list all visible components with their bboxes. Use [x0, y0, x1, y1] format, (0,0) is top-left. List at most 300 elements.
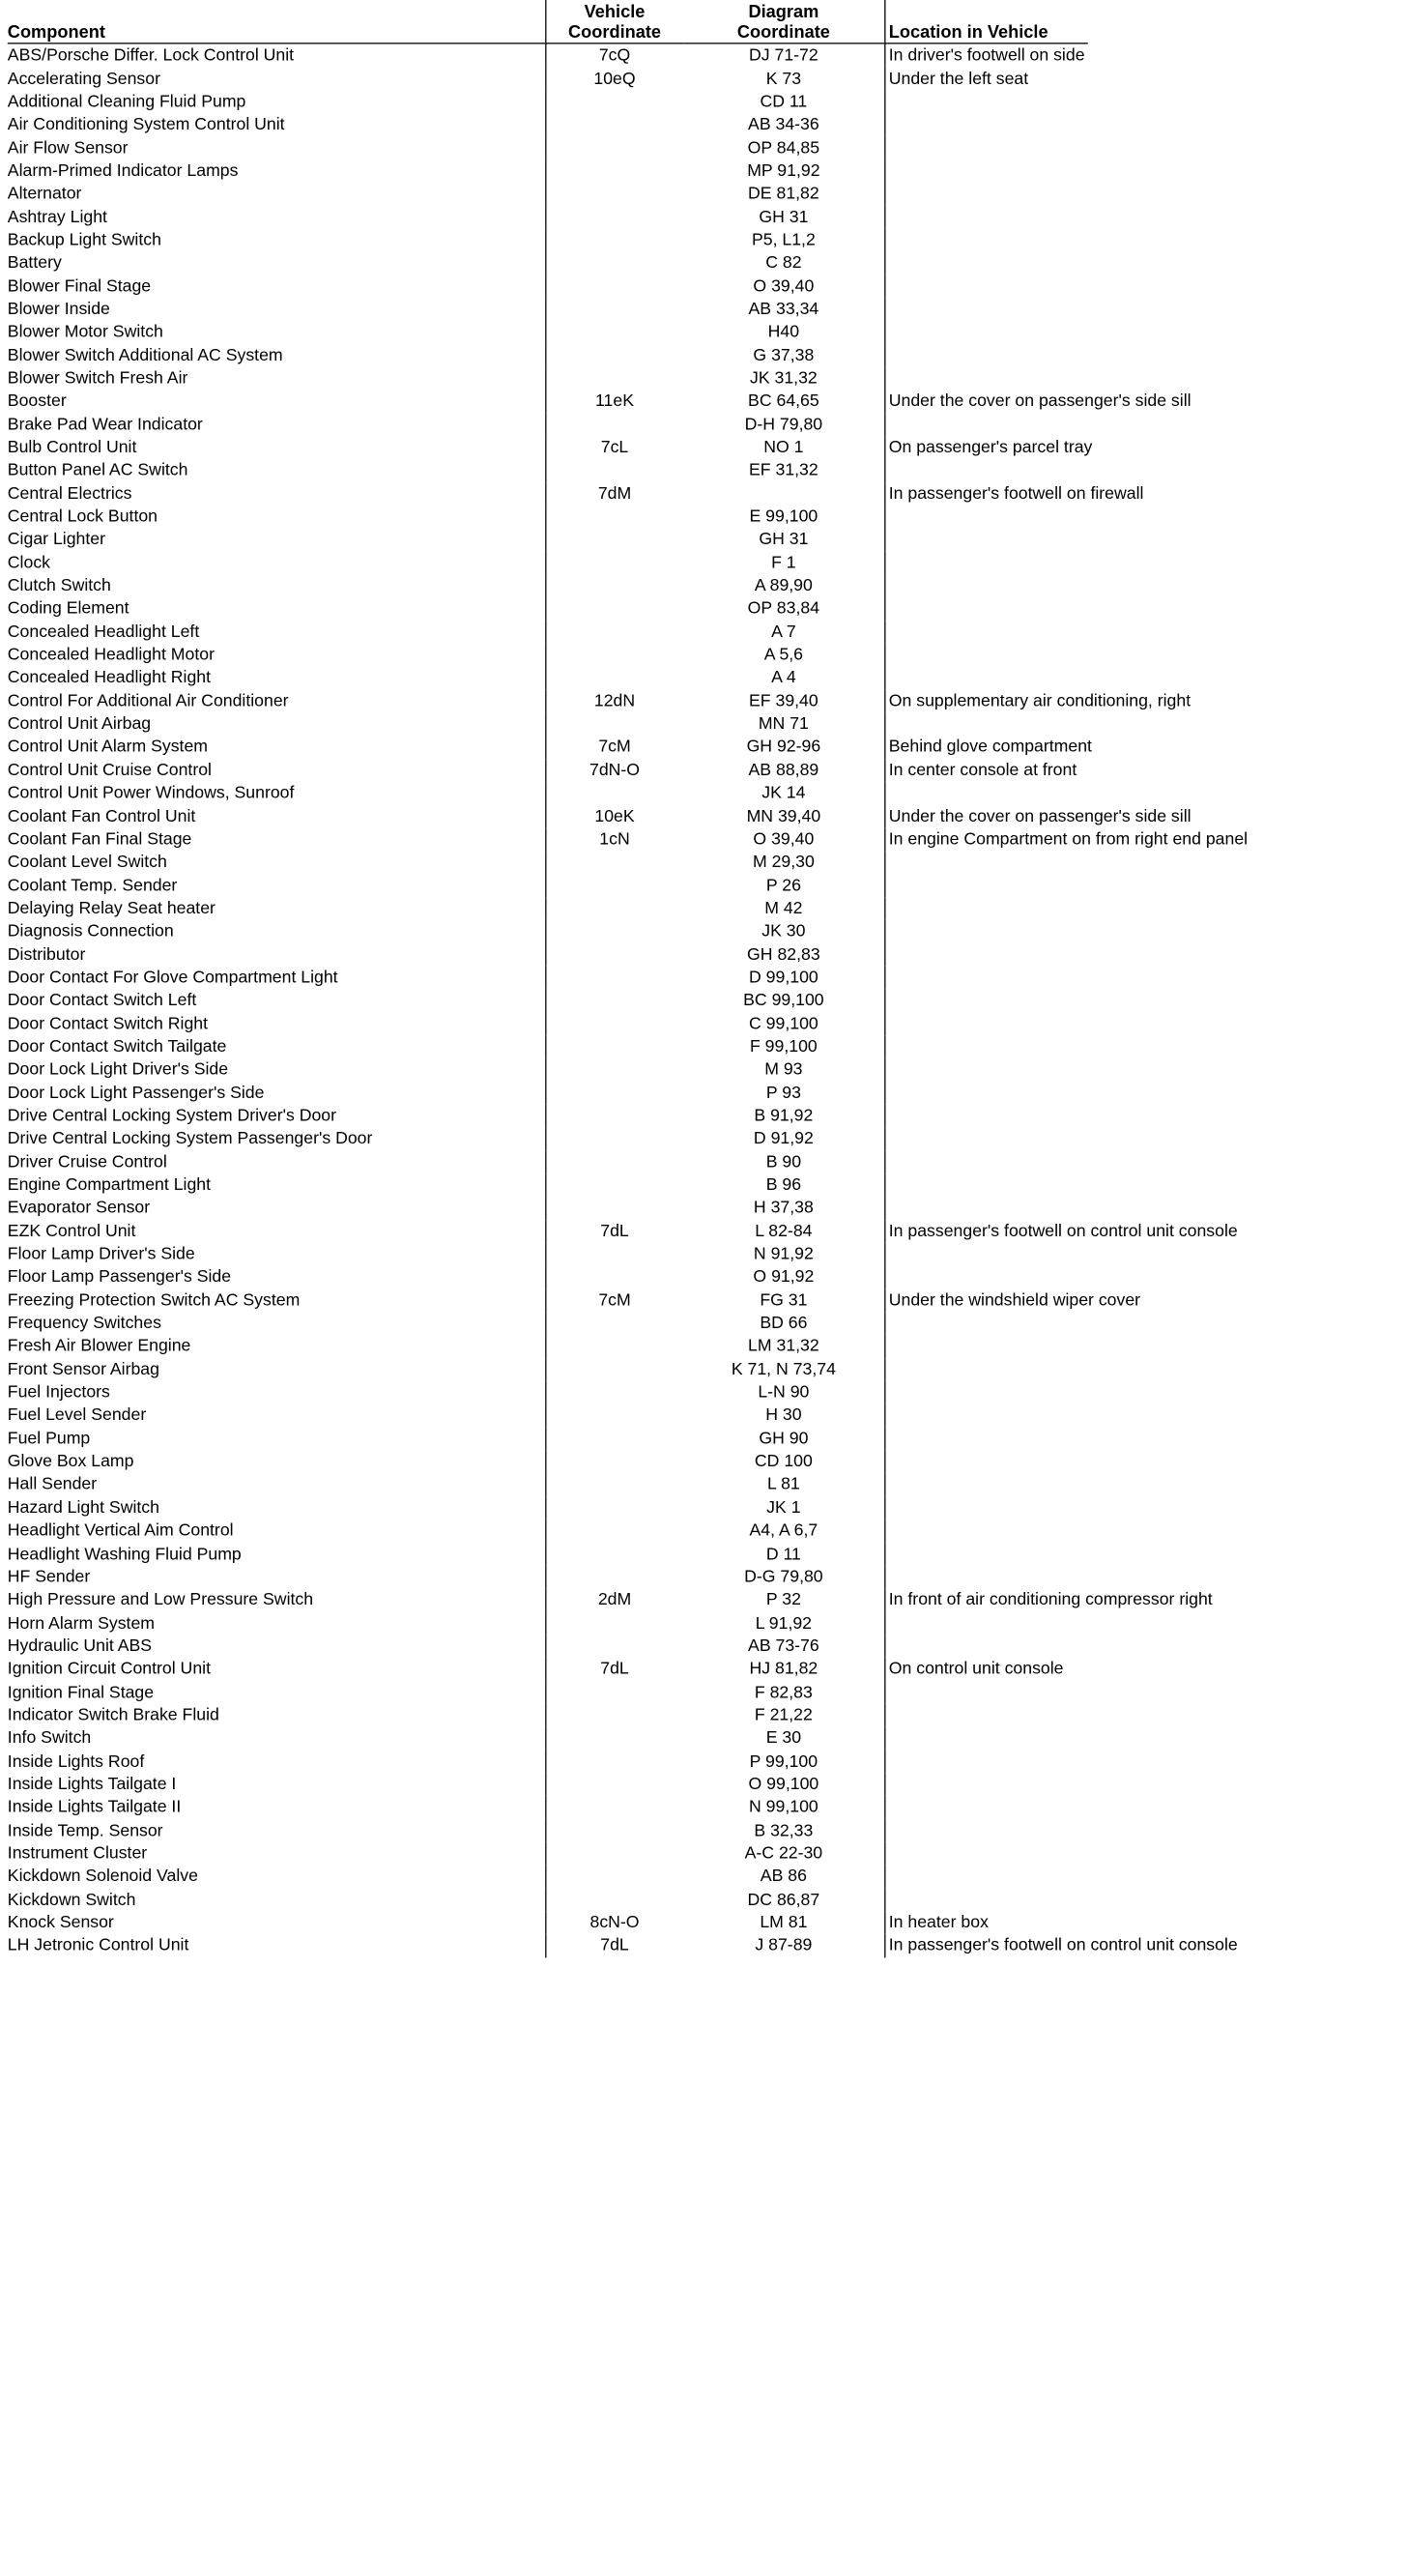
cell-component: Ignition Final Stage: [7, 1682, 155, 1701]
cell-diagram-coordinate: JK 1: [766, 1497, 801, 1517]
cell-location: [884, 1888, 1088, 1911]
cell-location: [884, 1173, 1088, 1197]
cell-location: [884, 897, 1088, 920]
cell-location: [884, 505, 1088, 528]
cell-diagram-coordinate: GH 82,83: [747, 944, 820, 964]
table-row: [8, 574, 1088, 597]
cell-location: [884, 1082, 1088, 1105]
cell-vehicle-coordinate: 10eQ: [545, 67, 683, 90]
cell-component: Drive Central Locking System Passenger's Door: [7, 1128, 373, 1148]
cell-diagram-coordinate: M 29,30: [752, 852, 815, 872]
cell-vehicle-coordinate: [545, 1035, 683, 1058]
table-row: [8, 1934, 1088, 1957]
cell-component: Diagnosis Connection: [7, 921, 174, 941]
cell-component: Inside Lights Tailgate II: [7, 1797, 182, 1816]
cell-vehicle-coordinate: [545, 874, 683, 897]
cell-location: [884, 321, 1088, 344]
cell-vehicle-coordinate: [545, 113, 683, 136]
cell-diagram-coordinate: D-H 79,80: [744, 414, 823, 434]
cell-vehicle-coordinate: [545, 1150, 683, 1173]
table-row: [8, 159, 1088, 183]
cell-component: Door Contact For Glove Compartment Light: [7, 967, 338, 987]
cell-location: [884, 1750, 1088, 1773]
cell-diagram-coordinate: O 39,40: [753, 275, 815, 295]
cell-location: [884, 1104, 1088, 1127]
cell-location: [884, 90, 1088, 113]
cell-component: High Pressure and Low Pressure Switch: [7, 1589, 314, 1609]
table-row: [8, 1312, 1088, 1335]
cell-diagram-coordinate: G 37,38: [753, 345, 815, 364]
cell-location: In center console at front: [884, 759, 1088, 782]
cell-diagram-coordinate: O 91,92: [753, 1266, 815, 1287]
cell-vehicle-coordinate: [545, 1243, 683, 1266]
header-location: [884, 0, 1088, 43]
cell-component: Kickdown Switch: [7, 1889, 136, 1909]
cell-component: Blower Motor Switch: [7, 322, 163, 341]
cell-diagram-coordinate: P 99,100: [749, 1751, 818, 1771]
cell-component: Inside Lights Tailgate I: [7, 1774, 177, 1794]
cell-diagram-coordinate: GH 31: [759, 529, 809, 549]
cell-diagram-coordinate: GH 90: [759, 1428, 809, 1448]
cell-location: [884, 1012, 1088, 1035]
cell-diagram-coordinate: O 99,100: [748, 1774, 819, 1794]
cell-location: [884, 1520, 1088, 1543]
cell-location: [884, 1681, 1088, 1704]
cell-vehicle-coordinate: 12dN: [545, 689, 683, 712]
cell-location: [884, 989, 1088, 1012]
table-row: [8, 366, 1088, 390]
cell-component: Distributor: [7, 944, 86, 964]
cell-location: [884, 1427, 1088, 1450]
table-row: [8, 736, 1088, 759]
cell-diagram-coordinate: P 93: [765, 1083, 801, 1102]
cell-diagram-coordinate: AB 88,89: [748, 760, 819, 779]
table-row: [8, 136, 1088, 159]
cell-location: [884, 1358, 1088, 1381]
cell-diagram-coordinate: E 99,100: [749, 506, 818, 526]
table-row: [8, 920, 1088, 943]
cell-diagram-coordinate: AB 33,34: [748, 299, 819, 318]
table-row: [8, 528, 1088, 551]
cell-component: Fuel Injectors: [7, 1382, 110, 1402]
cell-location: [884, 874, 1088, 897]
cell-component: Evaporator Sensor: [7, 1198, 151, 1217]
cell-location: In passenger's footwell on firewall: [884, 482, 1088, 506]
cell-component: Air Flow Sensor: [7, 137, 129, 157]
table-row: [8, 1082, 1088, 1105]
cell-component: Concealed Headlight Motor: [7, 645, 215, 664]
cell-vehicle-coordinate: [545, 205, 683, 228]
cell-diagram-coordinate: GH 92-96: [746, 737, 821, 756]
cell-vehicle-coordinate: 8cN-O: [545, 1911, 683, 1934]
table-row: [8, 90, 1088, 113]
table-row: [8, 1796, 1088, 1819]
cell-location: [884, 966, 1088, 989]
cell-vehicle-coordinate: [545, 1058, 683, 1082]
table-row: [8, 113, 1088, 136]
table-row: [8, 989, 1088, 1012]
cell-vehicle-coordinate: [545, 298, 683, 321]
cell-location: [884, 1335, 1088, 1358]
cell-component: Fuel Level Sender: [7, 1404, 147, 1425]
cell-component: Concealed Headlight Left: [7, 622, 200, 641]
cell-diagram-coordinate: [683, 482, 884, 506]
cell-diagram-coordinate: L 82-84: [755, 1221, 813, 1240]
cell-vehicle-coordinate: [545, 1473, 683, 1496]
cell-diagram-coordinate: GH 31: [759, 206, 809, 226]
cell-location: [884, 1565, 1088, 1588]
cell-vehicle-coordinate: [545, 1635, 683, 1658]
cell-component: Brake Pad Wear Indicator: [7, 414, 203, 434]
table-row: [8, 298, 1088, 321]
cell-diagram-coordinate: MN 71: [758, 713, 809, 734]
cell-component: Coolant Fan Control Unit: [7, 805, 196, 825]
cell-component: Alarm-Primed Indicator Lamps: [7, 160, 239, 180]
cell-vehicle-coordinate: 7cM: [545, 736, 683, 759]
cell-vehicle-coordinate: [545, 344, 683, 367]
header-location-label: Location in Vehicle: [888, 21, 1048, 42]
cell-component: Inside Temp. Sensor: [7, 1820, 163, 1839]
cell-vehicle-coordinate: [545, 159, 683, 183]
cell-vehicle-coordinate: [545, 413, 683, 436]
cell-vehicle-coordinate: [545, 275, 683, 298]
cell-location: [884, 1703, 1088, 1726]
table-row: [8, 1565, 1088, 1588]
table-row: [8, 228, 1088, 251]
cell-component: Headlight Vertical Aim Control: [7, 1520, 234, 1540]
cell-vehicle-coordinate: 1cN: [545, 827, 683, 851]
cell-vehicle-coordinate: [545, 1496, 683, 1520]
table-row: [8, 1496, 1088, 1520]
cell-location: [884, 459, 1088, 482]
cell-vehicle-coordinate: 7dM: [545, 482, 683, 506]
cell-component: Booster: [7, 391, 67, 411]
cell-location: [884, 275, 1088, 298]
cell-vehicle-coordinate: [545, 1265, 683, 1288]
cell-location: [884, 366, 1088, 390]
table-row: [8, 782, 1088, 805]
cell-location: [884, 1150, 1088, 1173]
cell-location: [884, 344, 1088, 367]
cell-vehicle-coordinate: [545, 1450, 683, 1473]
cell-vehicle-coordinate: [545, 1773, 683, 1796]
cell-vehicle-coordinate: 7dL: [545, 1220, 683, 1243]
cell-diagram-coordinate: K 71, N 73,74: [731, 1359, 836, 1378]
cell-location: On supplementary air conditioning, right: [884, 689, 1088, 712]
cell-vehicle-coordinate: [545, 920, 683, 943]
table-row: [8, 597, 1088, 621]
cell-location: [884, 1312, 1088, 1335]
cell-location: [884, 782, 1088, 805]
cell-component: Blower Switch Additional AC System: [7, 345, 283, 364]
table-row: [8, 43, 1088, 67]
cell-vehicle-coordinate: [545, 1865, 683, 1888]
cell-diagram-coordinate: JK 31,32: [749, 367, 818, 388]
cell-vehicle-coordinate: [545, 1127, 683, 1150]
cell-component: HF Sender: [7, 1566, 91, 1586]
cell-location: [884, 644, 1088, 667]
table-row: [8, 1888, 1088, 1911]
cell-component: Central Lock Button: [7, 506, 158, 526]
table-row: [8, 666, 1088, 689]
cell-vehicle-coordinate: 7cL: [545, 436, 683, 459]
header-vehicle-line1: Vehicle: [584, 1, 646, 22]
cell-location: [884, 1865, 1088, 1888]
cell-diagram-coordinate: O 39,40: [753, 828, 815, 849]
cell-component: Coolant Fan Final Stage: [7, 828, 192, 849]
cell-location: [884, 1773, 1088, 1796]
cell-component: Ashtray Light: [7, 206, 107, 226]
cell-diagram-coordinate: AB 73-76: [748, 1635, 819, 1655]
table-row: [8, 1012, 1088, 1035]
cell-diagram-coordinate: DE 81,82: [748, 184, 819, 203]
cell-diagram-coordinate: L 81: [766, 1474, 800, 1494]
cell-component: Ignition Circuit Control Unit: [7, 1659, 211, 1678]
cell-vehicle-coordinate: [545, 597, 683, 621]
cell-component: Additional Cleaning Fluid Pump: [7, 91, 246, 111]
cell-diagram-coordinate: NO 1: [763, 437, 804, 456]
cell-vehicle-coordinate: [545, 1404, 683, 1427]
cell-diagram-coordinate: CD 11: [760, 91, 808, 111]
cell-component: ABS/Porsche Differ. Lock Control Unit: [7, 45, 295, 65]
header-vehicle: [545, 0, 683, 43]
header-component: [8, 0, 545, 43]
cell-component: Indicator Switch Brake Fluid: [7, 1704, 219, 1724]
cell-vehicle-coordinate: [545, 1312, 683, 1335]
cell-component: Clutch Switch: [7, 575, 111, 595]
table-row: [8, 1381, 1088, 1404]
cell-diagram-coordinate: AB 86: [760, 1866, 807, 1886]
table-row: [8, 644, 1088, 667]
cell-diagram-coordinate: H 37,38: [753, 1198, 814, 1217]
cell-vehicle-coordinate: 7dL: [545, 1658, 683, 1681]
cell-diagram-coordinate: A4, A 6,7: [749, 1520, 818, 1540]
cell-location: In passenger's footwell on control unit console: [884, 1220, 1088, 1243]
cell-location: [884, 1543, 1088, 1566]
table-row: [8, 205, 1088, 228]
cell-diagram-coordinate: J 87-89: [755, 1935, 813, 1954]
cell-vehicle-coordinate: [545, 1888, 683, 1911]
cell-location: In heater box: [884, 1911, 1088, 1934]
cell-vehicle-coordinate: [545, 251, 683, 275]
cell-diagram-coordinate: MP 91,92: [747, 160, 820, 180]
table-row: [8, 1197, 1088, 1220]
table-row: [8, 1265, 1088, 1288]
cell-diagram-coordinate: OP 84,85: [747, 137, 820, 157]
table-row: [8, 275, 1088, 298]
table-row: [8, 1658, 1088, 1681]
table-row: [8, 1773, 1088, 1796]
cell-diagram-coordinate: JK 14: [761, 783, 806, 802]
cell-location: [884, 851, 1088, 874]
table-row: [8, 459, 1088, 482]
cell-location: [884, 1197, 1088, 1220]
cell-component: Control Unit Alarm System: [7, 737, 209, 756]
cell-vehicle-coordinate: [545, 183, 683, 206]
cell-diagram-coordinate: C 82: [765, 252, 802, 273]
cell-component: Drive Central Locking System Driver's Door: [7, 1105, 337, 1125]
cell-vehicle-coordinate: [545, 1104, 683, 1127]
cell-diagram-coordinate: P 32: [765, 1589, 801, 1609]
table-row: [8, 551, 1088, 574]
cell-component: Air Conditioning System Control Unit: [7, 114, 285, 134]
table-row: [8, 804, 1088, 827]
cell-diagram-coordinate: EF 39,40: [749, 690, 818, 710]
table-row: [8, 1335, 1088, 1358]
table-row: [8, 251, 1088, 275]
cell-diagram-coordinate: N 91,92: [753, 1244, 814, 1263]
cell-component: Door Contact Switch Left: [7, 990, 197, 1010]
cell-diagram-coordinate: P 26: [765, 875, 801, 895]
cell-diagram-coordinate: C 99,100: [749, 1013, 818, 1033]
cell-component: Clock: [7, 552, 51, 572]
cell-vehicle-coordinate: [545, 366, 683, 390]
table-row: [8, 505, 1088, 528]
cell-diagram-coordinate: K 73: [765, 68, 802, 88]
table-row: [8, 482, 1088, 506]
table-row: [8, 183, 1088, 206]
cell-component: Fresh Air Blower Engine: [7, 1336, 191, 1355]
cell-location: [884, 183, 1088, 206]
cell-component: Hazard Light Switch: [7, 1497, 159, 1517]
table-row: [8, 413, 1088, 436]
cell-location: [884, 413, 1088, 436]
cell-location: In driver's footwell on side: [884, 43, 1088, 67]
cell-vehicle-coordinate: 7dN-O: [545, 759, 683, 782]
cell-vehicle-coordinate: [545, 1842, 683, 1866]
table-row: [8, 1358, 1088, 1381]
table-header-row: [8, 0, 1088, 43]
table-row: [8, 1058, 1088, 1082]
table-row: [8, 966, 1088, 989]
cell-location: [884, 528, 1088, 551]
cell-location: [884, 1404, 1088, 1427]
cell-location: [884, 943, 1088, 967]
cell-vehicle-coordinate: [545, 1520, 683, 1543]
cell-diagram-coordinate: L 91,92: [755, 1612, 813, 1633]
table-row: [8, 1404, 1088, 1427]
cell-vehicle-coordinate: [545, 989, 683, 1012]
table-row: [8, 1842, 1088, 1866]
cell-component: Battery: [7, 252, 62, 273]
table-row: [8, 621, 1088, 644]
cell-location: [884, 1243, 1088, 1266]
cell-diagram-coordinate: AB 34-36: [748, 114, 819, 134]
table-row: [8, 1473, 1088, 1496]
cell-location: Under the cover on passenger's side sill: [884, 390, 1088, 413]
cell-vehicle-coordinate: [545, 1335, 683, 1358]
cell-vehicle-coordinate: [545, 782, 683, 805]
cell-location: On passenger's parcel tray: [884, 436, 1088, 459]
header-diagram: [683, 0, 884, 43]
table-row: [8, 689, 1088, 712]
cell-diagram-coordinate: H40: [767, 322, 800, 341]
cell-vehicle-coordinate: [545, 1012, 683, 1035]
cell-diagram-coordinate: H 30: [765, 1404, 802, 1425]
cell-diagram-coordinate: M 42: [764, 898, 803, 917]
cell-component: Coding Element: [7, 598, 129, 618]
cell-diagram-coordinate: D 11: [765, 1544, 801, 1563]
cell-component: Driver Cruise Control: [7, 1151, 167, 1172]
table-row: [8, 1220, 1088, 1243]
table-row: [8, 1588, 1088, 1611]
cell-component: Frequency Switches: [7, 1313, 161, 1333]
cell-vehicle-coordinate: [545, 712, 683, 736]
cell-component: Control Unit Cruise Control: [7, 760, 212, 779]
table-row: [8, 1288, 1088, 1312]
cell-diagram-coordinate: F 21,22: [754, 1704, 813, 1724]
cell-diagram-coordinate: A 4: [771, 667, 796, 687]
cell-diagram-coordinate: D-G 79,80: [744, 1566, 823, 1586]
cell-location: [884, 159, 1088, 183]
cell-location: [884, 1265, 1088, 1288]
table-row: [8, 1035, 1088, 1058]
cell-component: Button Panel AC Switch: [7, 460, 188, 479]
cell-location: [884, 666, 1088, 689]
cell-diagram-coordinate: A-C 22-30: [744, 1843, 823, 1863]
table-row: [8, 759, 1088, 782]
cell-vehicle-coordinate: [545, 851, 683, 874]
cell-diagram-coordinate: B 96: [765, 1174, 802, 1195]
table-row: [8, 1750, 1088, 1773]
cell-vehicle-coordinate: [545, 897, 683, 920]
cell-location: Behind glove compartment: [884, 736, 1088, 759]
cell-vehicle-coordinate: [545, 1358, 683, 1381]
cell-component: Glove Box Lamp: [7, 1451, 134, 1471]
cell-location: [884, 1635, 1088, 1658]
table-row: [8, 1911, 1088, 1934]
cell-diagram-coordinate: HJ 81,82: [749, 1659, 818, 1678]
cell-vehicle-coordinate: [545, 228, 683, 251]
cell-diagram-coordinate: B 90: [765, 1151, 802, 1172]
cell-component: Blower Inside: [7, 299, 110, 318]
cell-vehicle-coordinate: [545, 321, 683, 344]
table-row: [8, 1127, 1088, 1150]
header-component-label: Component: [7, 21, 105, 42]
table-body: [7, 43, 1249, 1957]
cell-location: [884, 136, 1088, 159]
cell-component: Control Unit Power Windows, Sunroof: [7, 783, 295, 802]
cell-diagram-coordinate: M 93: [764, 1059, 803, 1079]
table-row: [8, 1450, 1088, 1473]
table-row: [8, 1520, 1088, 1543]
table-row: [8, 1427, 1088, 1450]
cell-vehicle-coordinate: [545, 1543, 683, 1566]
cell-location: Under the left seat: [884, 67, 1088, 90]
cell-diagram-coordinate: EF 31,32: [749, 460, 818, 479]
cell-location: [884, 228, 1088, 251]
table-row: [8, 1150, 1088, 1173]
cell-location: [884, 551, 1088, 574]
cell-component: EZK Control Unit: [7, 1221, 136, 1240]
cell-diagram-coordinate: F 99,100: [749, 1036, 818, 1056]
cell-diagram-coordinate: DC 86,87: [747, 1889, 820, 1909]
cell-vehicle-coordinate: [545, 90, 683, 113]
cell-vehicle-coordinate: [545, 1703, 683, 1726]
table-row: [8, 1243, 1088, 1266]
cell-diagram-coordinate: FG 31: [760, 1289, 808, 1310]
cell-location: [884, 597, 1088, 621]
cell-location: On control unit console: [884, 1658, 1088, 1681]
cell-component: Inside Lights Roof: [7, 1751, 145, 1771]
cell-component: Hydraulic Unit ABS: [7, 1635, 153, 1655]
cell-vehicle-coordinate: [545, 459, 683, 482]
cell-diagram-coordinate: F 1: [771, 552, 796, 572]
cell-component: Blower Final Stage: [7, 275, 152, 295]
cell-diagram-coordinate: OP 83,84: [747, 598, 820, 618]
cell-diagram-coordinate: JK 30: [761, 921, 806, 941]
cell-location: In front of air conditioning compressor right: [884, 1588, 1088, 1611]
